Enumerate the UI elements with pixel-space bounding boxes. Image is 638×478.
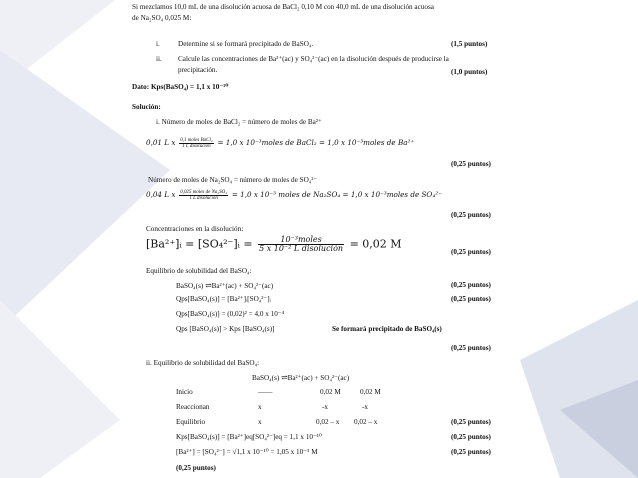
ice-row-label: Inicio <box>176 388 193 396</box>
ice-row-c3: 0,02 M <box>360 388 381 396</box>
q-line-1: Qps[BaSO₄(s)] = [Ba²⁺]ᵢ[SO₄²⁻]ᵢ <box>176 295 271 303</box>
question-2-number: ii. <box>156 55 162 63</box>
q-line-3: Qps [BaSO₄(s)] > Kps [BaSO₄(s)] <box>176 325 275 333</box>
conc-fraction <box>258 236 344 253</box>
eq1-left: 0,01 L x <box>146 138 176 148</box>
equation-1 <box>146 138 414 149</box>
points-5: (0,25 puntos) <box>451 295 491 303</box>
part-ii-label: ii. Equilibrio de solubilidad del BaSO₄: <box>146 359 260 367</box>
solution-heading: Solución: <box>132 103 161 111</box>
ice-row-c1: x <box>258 418 262 426</box>
equilibrium-arrow-icon-2: ⇌ <box>281 373 286 382</box>
ice-row-c2: 0,02 M <box>320 388 341 396</box>
question-2-points: (1,0 puntos) <box>451 68 488 76</box>
eq2-fraction <box>179 190 228 201</box>
eq-right-species: Ba²⁺(ac) + SO₄²⁻(ac) <box>211 282 274 290</box>
eq1-right: = 1,0 x 10⁻³moles de BaCl₂ = 1,0 x 10⁻³moles de Ba²⁺ <box>217 138 415 148</box>
q-line-2: Qps[BaSO₄(s)] = (0,02)² = 4,0 x 10⁻⁴ <box>176 310 285 318</box>
intro-line-2: de Na₂SO₄ 0,025 M: <box>132 14 192 22</box>
ice-row-c1: —— <box>258 388 273 396</box>
conclusion: Se formará precipitado de BaSO₄(s) <box>332 325 442 333</box>
part-ii-right-species: Ba²⁺(ac) + SO₄²⁻(ac) <box>287 374 350 382</box>
conc-denominator: 5 x 10⁻² L disolución <box>259 244 344 253</box>
eq2-left: 0,04 L x <box>146 190 176 200</box>
points-7: (0,25 puntos) <box>451 418 491 426</box>
equilibrium-label: Equilibrio de solubilidad del BaSO₄: <box>146 267 252 275</box>
conc-left: [Ba²⁺]ᵢ = [SO₄²⁻]ᵢ = <box>146 237 253 251</box>
question-2-text-cont: precipitación. <box>178 66 218 74</box>
step1-label: i. Número de moles de BaCl₂ = número de moles de Ba²⁺ <box>156 118 322 126</box>
eq1-fraction <box>179 138 213 149</box>
ice-row-c1: x <box>258 403 262 411</box>
points-6: (0,25 puntos) <box>451 344 491 352</box>
kps-line: Kps[BaSO₄(s)] = [Ba²⁺]eq[SO₄²⁻]eq = 1,1 x 10⁻¹⁰ <box>176 433 322 441</box>
conc-right: = 0,02 M <box>349 237 402 251</box>
equation-2 <box>146 190 442 201</box>
points-4: (0,25 puntos) <box>451 281 491 289</box>
points-8: (0,25 puntos) <box>451 433 491 441</box>
final-result-line: [Ba²⁺] = [SO₄²⁻] = √1,1 x 10⁻¹⁰ = 1,05 x 10⁻⁵ M <box>176 448 318 456</box>
part-ii-left-species: BaSO₄(s) <box>252 374 280 382</box>
ice-row-label: Equilibrio <box>176 418 206 426</box>
eq-left-species: BaSO₄(s) <box>176 282 204 290</box>
ice-row-c3: 0,02 – x <box>354 418 378 426</box>
ice-row-c3: -x <box>362 403 368 411</box>
points-9: (0,25 puntos) <box>451 448 491 456</box>
points-2: (0,25 puntos) <box>451 211 491 219</box>
eq2-numerator: 0,025 moles de Na₂SO₄ <box>180 190 228 195</box>
question-1-points: (1,5 puntos) <box>451 40 488 48</box>
conc-numerator: 10⁻³moles <box>258 236 344 245</box>
step2-label: Número de moles de Na₂SO₄ = número de moles de SO₄²⁻ <box>148 176 318 184</box>
eq2-denominator: 1 L disolución <box>189 196 218 201</box>
part-ii-header <box>252 374 349 382</box>
points-3: (0,25 puntos) <box>451 248 491 256</box>
eq1-denominator: 1 L disolución <box>182 144 211 149</box>
dato-line: Dato: Kps(BaSO₄) = 1,1 x 10⁻¹⁰ <box>132 83 229 91</box>
question-2-text: Calcule las concentraciones de Ba²⁺(ac) y SO₄²⁻(ac) en la disolución después de producirse la <box>178 55 449 63</box>
last-points: (0,25 puntos) <box>176 464 216 472</box>
left-decor-shape-bottom <box>0 300 120 478</box>
concentration-label: Concentraciones en la disolución: <box>146 225 244 233</box>
question-1-number: i. <box>156 40 160 48</box>
concentration-equation <box>146 236 402 253</box>
question-1-text: Determine si se formará precipitado de BaSO₄. <box>178 40 314 48</box>
equilibrium-equation <box>176 282 273 290</box>
ice-row-c2: 0,02 – x <box>316 418 340 426</box>
eq1-numerator: 0,1 moles BaCl₂ <box>180 138 213 143</box>
ice-row-c2: -x <box>322 403 328 411</box>
equilibrium-arrow-icon: ⇌ <box>205 281 210 290</box>
document-page <box>132 0 506 478</box>
ice-row-label: Reaccionan <box>176 403 210 411</box>
eq2-right: = 1,0 x 10⁻³ moles de Na₂SO₄ = 1,0 x 10⁻³moles de SO₄²⁻ <box>231 190 442 200</box>
points-1: (0,25 puntos) <box>451 160 491 168</box>
intro-line-1: Si mezclamos 10,0 mL de una disolución acuosa de BaCl₂ 0,10 M con 40,0 mL de una disolución acuosa <box>132 3 434 11</box>
